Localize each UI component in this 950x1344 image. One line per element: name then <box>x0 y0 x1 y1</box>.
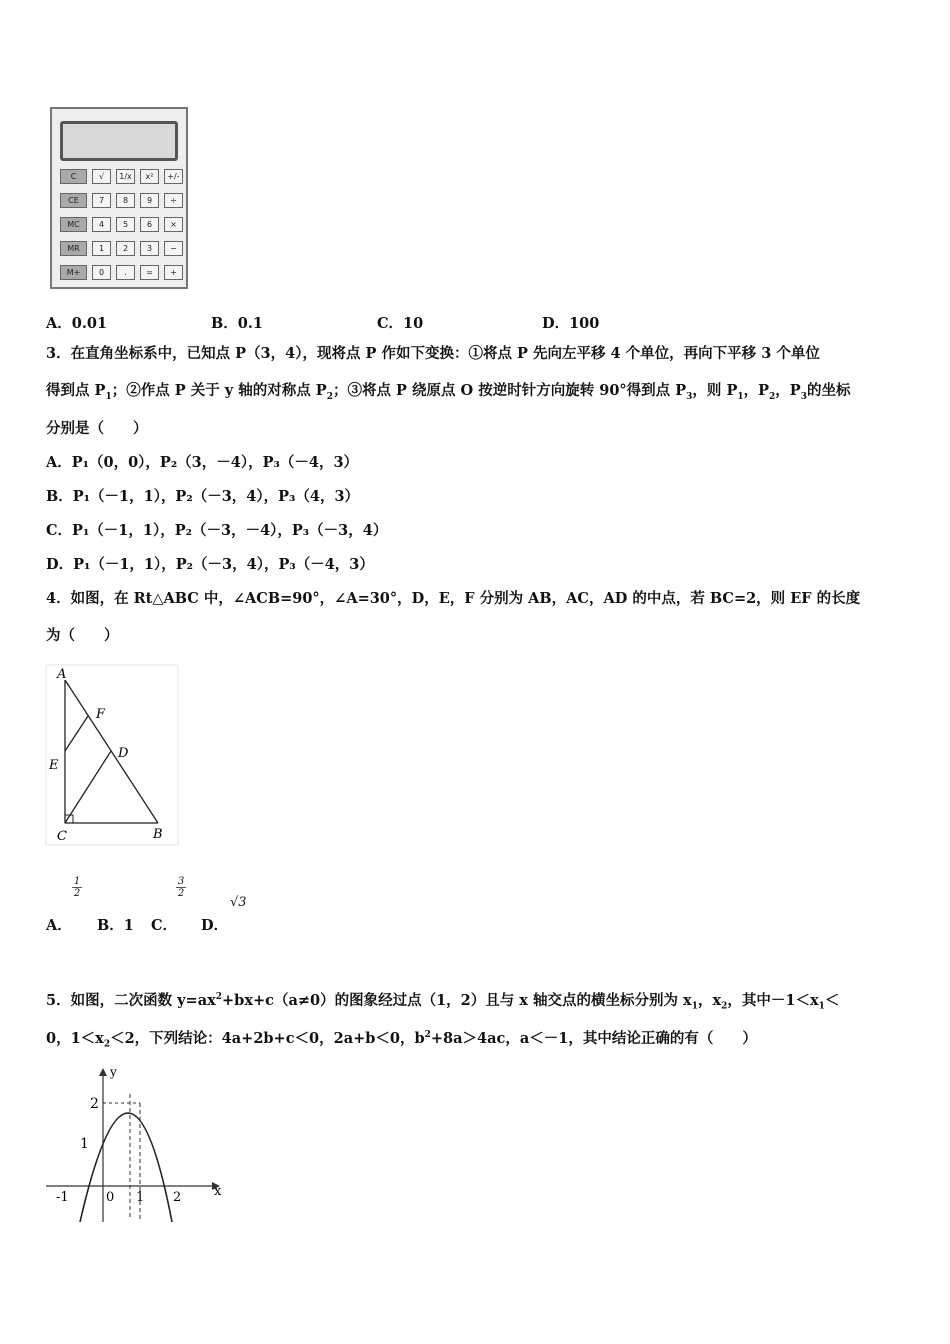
q3-option-b: B．P₁（－1，1），P₂（－3，4），P₃（4，3） <box>46 488 360 505</box>
q4-sqrt-three: √3 <box>230 895 247 910</box>
calculator-key: 2 <box>116 241 135 256</box>
q4-stem-line1: 4．如图，在 Rt△ABC 中，∠ACB=90°，∠A=30°，D，E，F 分别为 AB，AC，AD 的中点，若 BC=2，则 EF 的长度 <box>46 590 861 607</box>
calculator-image <box>50 107 188 289</box>
calculator-key: + <box>164 265 183 280</box>
calculator-key: = <box>140 265 159 280</box>
y-axis-arrow <box>99 1068 107 1076</box>
calculator-key: 5 <box>116 217 135 232</box>
label-d: D <box>118 746 129 761</box>
segment-ef <box>65 716 88 751</box>
label-e: E <box>49 758 59 773</box>
calculator-key: M+ <box>60 265 87 280</box>
calculator-key: 1/x <box>116 169 135 184</box>
calculator-key: C <box>60 169 87 184</box>
label-x-1: 1 <box>136 1190 145 1205</box>
calculator-key: 0 <box>92 265 111 280</box>
calculator-key: √ <box>92 169 111 184</box>
q3-option-a: A．P₁（0，0），P₂（3，－4），P₃（－4，3） <box>46 454 359 471</box>
q4-option-c: C． <box>151 917 178 934</box>
q4-option-a: A． <box>46 917 72 934</box>
label-b: B <box>153 827 163 842</box>
calculator-key: x² <box>140 169 159 184</box>
segment-cd <box>65 751 111 823</box>
calculator-key: 4 <box>92 217 111 232</box>
q3-stem-line1: 3．在直角坐标系中，已知点 P（3，4），现将点 P 作如下变换：①将点 P 先向左平移 4 个单位，再向下平移 3 个单位 <box>46 345 820 362</box>
label-x: x <box>214 1184 222 1199</box>
calculator-key: CE <box>60 193 87 208</box>
calculator-key: . <box>116 265 135 280</box>
q3-option-d: D．P₁（－1，1），P₂（－3，4），P₃（－4，3） <box>46 556 374 573</box>
calculator-key: MR <box>60 241 87 256</box>
calculator-screen <box>60 121 178 161</box>
q4-triangle-figure <box>45 664 180 848</box>
label-y: y <box>110 1065 117 1079</box>
label-origin: 0 <box>106 1190 115 1205</box>
label-y-1: 1 <box>80 1136 89 1152</box>
q5-parabola-graph <box>44 1064 230 1224</box>
calculator-key: × <box>164 217 183 232</box>
q3-stem-line3: 分别是（ ） <box>46 420 148 437</box>
q3-option-c: C．P₁（－1，1），P₂（－3，－4），P₃（－3，4） <box>46 522 388 539</box>
calculator-key: 9 <box>140 193 159 208</box>
q4-option-b: B．1 <box>97 917 134 934</box>
q2-option-d: D．100 <box>542 315 600 332</box>
label-c: C <box>57 829 67 844</box>
label-y-2: 2 <box>90 1096 99 1112</box>
q2-option-c: C．10 <box>377 315 424 332</box>
q2-option-b: B．0.1 <box>211 315 263 332</box>
q4-stem-line2: 为（ ） <box>46 627 119 644</box>
calculator-key: 3 <box>140 241 159 256</box>
parabola-curve <box>80 1113 172 1222</box>
calculator-key: +/- <box>164 169 183 184</box>
calculator-key: 8 <box>116 193 135 208</box>
calculator-key: 6 <box>140 217 159 232</box>
calculator-key: − <box>164 241 183 256</box>
q2-option-a: A．0.01 <box>46 315 108 332</box>
q5-stem-line1: 5．如图，二次函数 $y=ax^2+bx+c(a\ne 0)$的图象经过点（1，2）且与 x 轴交点的横坐标分别为 $x_1$，$x_2$，其中$-1<x_1<$ <box>46 991 840 1012</box>
calculator-key: 7 <box>92 193 111 208</box>
q4-fraction-a: 1 2 <box>73 876 81 899</box>
calculator-key: ÷ <box>164 193 183 208</box>
label-x-2: 2 <box>173 1190 182 1205</box>
calculator-key: 1 <box>92 241 111 256</box>
label-f: F <box>96 707 106 722</box>
q3-stem-line2: 得到点 $P_1$；②作点 P 关于 y 轴的对称点 $P_2$；③将点 P 绕原点 O 按逆时针方向旋转 90°得到点 $P_3$，则 $P_1$，$P_2$，$P_3$的坐标 <box>46 382 851 402</box>
q4-option-d: D． <box>201 917 229 934</box>
label-x-neg1: -1 <box>56 1190 69 1205</box>
q4-fraction-c: 3 2 <box>177 876 185 899</box>
calculator-key: MC <box>60 217 87 232</box>
label-a: A <box>57 667 67 682</box>
q5-stem-line2: 0，$1<x_2<2$，下列结论：4a+2b+c＜0，2a+b＜0，$b^2+8a>4ac$，a＜－1，其中结论正确的有（ ） <box>46 1029 757 1050</box>
